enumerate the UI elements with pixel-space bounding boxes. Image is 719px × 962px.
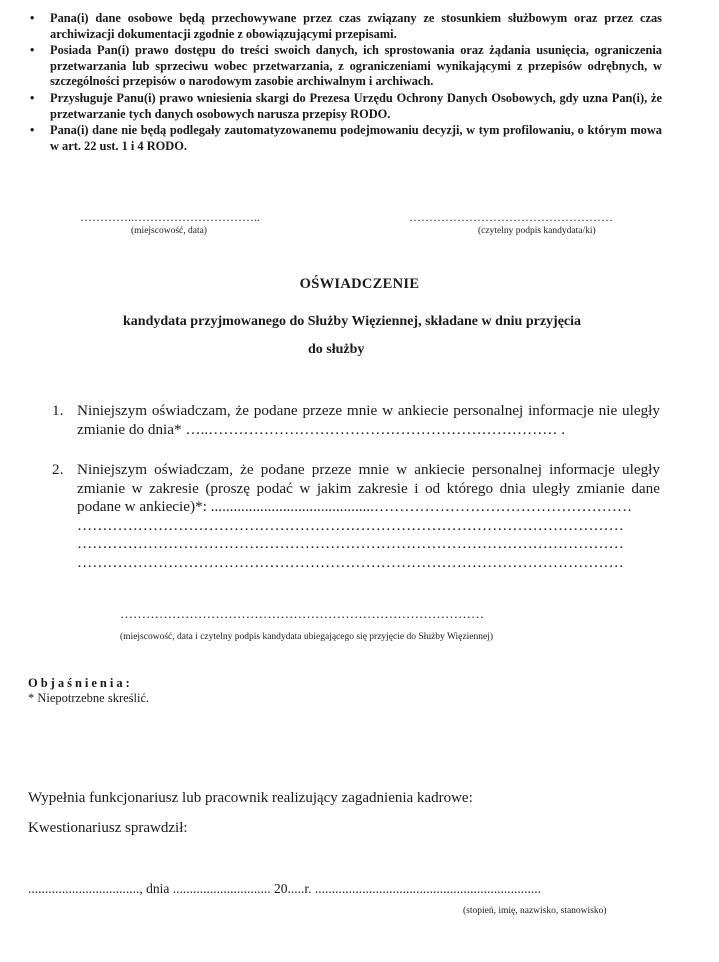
document-title: OŚWIADCZENIE — [299, 276, 420, 292]
fill-in-line[interactable]: ……………………………………………………………………………………………… — [77, 553, 624, 571]
list-item: • Pana(i) dane nie będą podlegały zautomatyzowanemu podejmowaniu decyzji, w tym profilowaniu, o którym mowa w art. 22 ust. 1 i 4 RODO. — [30, 123, 662, 153]
bullet-icon: • — [30, 11, 35, 25]
checked-by-label: Kwestionariusz sprawdził: — [28, 820, 188, 836]
fill-in-line[interactable]: ……………………………………………………………………………………………… — [77, 535, 624, 552]
candidate-full-signature-label: (miejscowość, data i czytelny podpis kandydata ubiegającego się przyjęcie do Służby Więziennej) — [120, 632, 493, 642]
document-subtitle: kandydata przyjmowanego do Służby Więziennej, składane w dniu przyjęcia — [123, 314, 582, 329]
hr-instruction: Wypełnia funkcjonariusz lub pracownik realizujący zagadnienia kadrowe: — [28, 790, 473, 806]
bullet-icon: • — [30, 123, 35, 138]
data-rights-list — [30, 11, 662, 155]
document-subtitle-continued: do służby — [308, 342, 365, 357]
verification-signature-row[interactable]: ................................., dnia ............................. 20.....r. ................................................................... — [28, 881, 541, 896]
item-number: 1. — [52, 402, 64, 419]
statement-item-2 — [52, 461, 660, 572]
explanations-heading: Objaśnienia: — [28, 676, 133, 690]
bullet-icon: • — [30, 43, 35, 58]
statement-text[interactable]: Niniejszym oświadczam, że podane przeze mnie w ankiecie personalnej informacje uległy zmianie w zakresie (proszę podać w jakim zakresie i od którego dnia uległy zmianie dane podane w ankiecie)*: ...........................................…………………………………………… — [77, 461, 660, 515]
item-number: 2. — [52, 461, 64, 478]
bullet-icon: • — [30, 90, 35, 105]
fill-in-line[interactable]: ……………………………………………………………………………………………… — [77, 516, 624, 534]
statement-item-1 — [52, 402, 660, 439]
list-item: • Przysługuje Panu(i) prawo wniesienia skargi do Prezesa Urzędu Ochrony Danych Osobowych, gdy uzna Pan(i), że przetwarzanie tych danych osobowych narusza przepisy RODO. — [30, 90, 662, 121]
place-date-label: (miejscowość, data) — [131, 226, 207, 236]
statement-text[interactable]: Niniejszym oświadczam, że podane przeze mnie w ankiecie personalnej informacje nie uległy zmianie do dnia* …..…………………………………………………………… . — [77, 402, 660, 438]
candidate-signature-label: (czytelny podpis kandydata/ki) — [478, 226, 596, 236]
candidate-signature-line[interactable]: …………………………………………… — [409, 210, 613, 224]
list-item: • Pana(i) dane osobowe będą przechowywane przez czas związany ze stosunkiem służbowym oraz przez czas archiwizacji dokumentacji zgodnie z obowiązującymi przepisami. — [30, 11, 662, 41]
verification-signature-label: (stopień, imię, nazwisko, stanowisko) — [463, 906, 607, 916]
list-item: • Posiada Pan(i) prawo dostępu do treści swoich danych, ich sprostowania oraz żądania usunięcia, ograniczenia przetwarzania lub sprzeciwu wobec przetwarzania, z ograniczeniami wynikającymi z przepisów odrębnych, w szczególności przepisów o narodowym zasobie archiwalnym i archiwach. — [30, 43, 662, 89]
explanations-text: * Niepotrzebne skreślić. — [28, 691, 150, 705]
place-date-line[interactable]: …………..………………………….. — [80, 210, 260, 224]
candidate-full-signature-line[interactable]: ………………………………………………………………………… — [120, 606, 484, 621]
